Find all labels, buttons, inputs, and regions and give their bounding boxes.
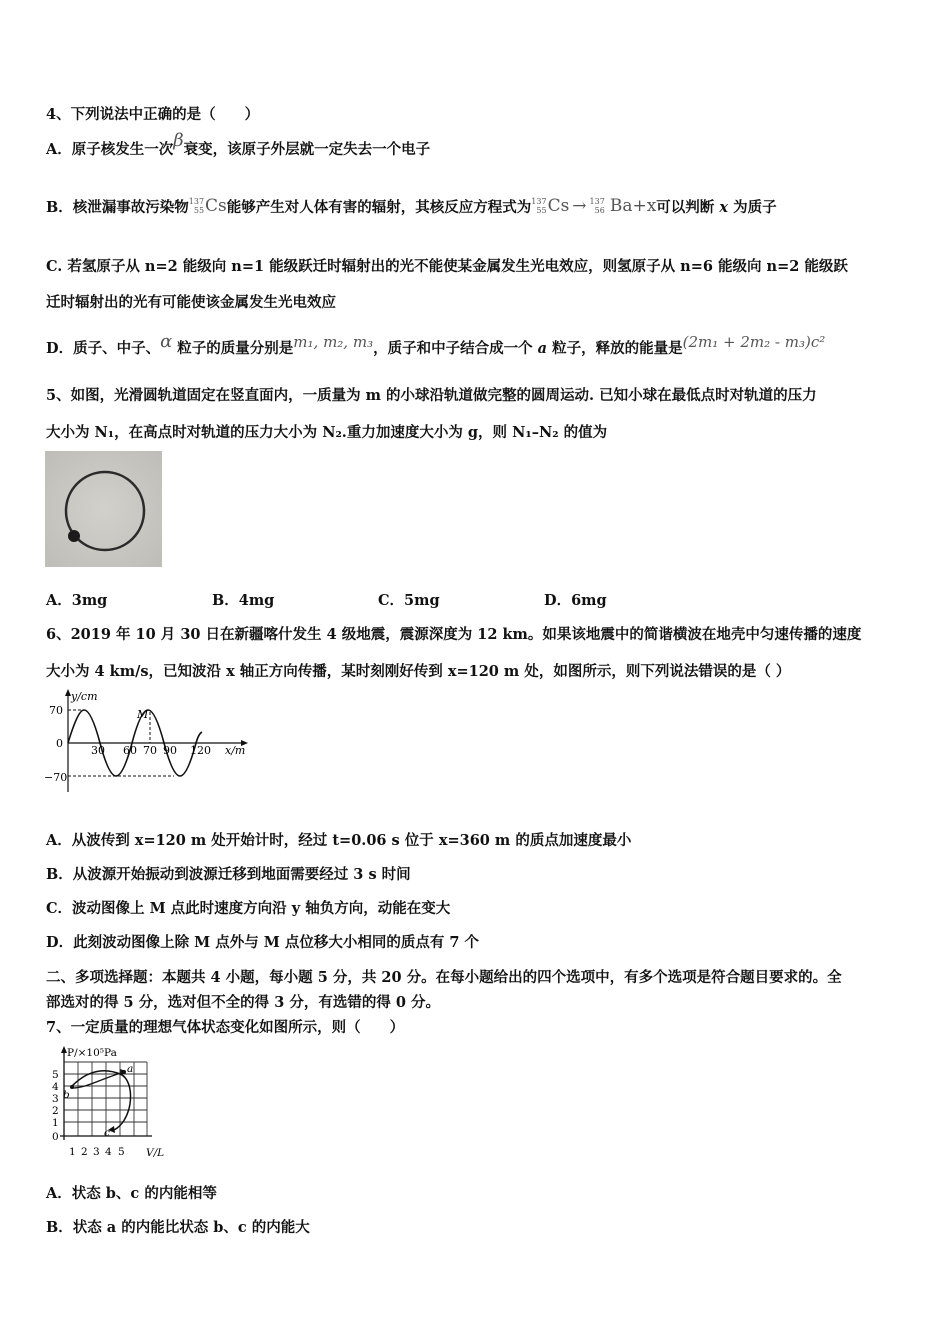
wave-y-top: 70 bbox=[49, 704, 63, 717]
q4-a-post: 衰变，该原子外层就一定失去一个电子 bbox=[183, 141, 431, 158]
pv-ylabel: P/×10⁵Pa bbox=[67, 1047, 117, 1059]
pv-point-c: c bbox=[104, 1127, 110, 1139]
q5-option-b[interactable]: B．4mg bbox=[212, 592, 275, 609]
pv-ytick-4: 4 bbox=[52, 1081, 59, 1093]
q4-b-mid: 能够产生对人体有害的辐射，其核反应方程式为 bbox=[226, 199, 532, 216]
wave-y-zero: 0 bbox=[56, 737, 63, 750]
pv-ytick-0: 0 bbox=[52, 1131, 59, 1143]
wave-xlabel: x/m bbox=[225, 744, 246, 757]
pv-point-a: a bbox=[127, 1063, 134, 1075]
ba-atomic-number: 56 bbox=[594, 206, 605, 215]
pv-xtick-5: 5 bbox=[118, 1146, 125, 1158]
q4-d-mid: 粒子的质量分别是 bbox=[177, 340, 294, 357]
cs-nuclide-reactant bbox=[531, 196, 656, 216]
q7-stem: 7、一定质量的理想气体状态变化如图所示，则（ ） bbox=[46, 1019, 405, 1036]
pv-xtick-2: 2 bbox=[81, 1146, 88, 1158]
q4-d-mid2: ，质子和中子结合成一个 bbox=[373, 340, 533, 357]
q6-option-c[interactable]: C．波动图像上 M 点此时速度方向沿 y 轴负方向，动能在变大 bbox=[46, 900, 451, 917]
cs-atomic-number: 55 bbox=[193, 206, 205, 215]
wave-xtick-120: 120 bbox=[190, 744, 211, 757]
q4-option-d bbox=[46, 331, 826, 358]
q4-b-post-b: 为质子 bbox=[733, 199, 777, 216]
q4-option-a bbox=[46, 130, 431, 159]
circle-track-photo bbox=[45, 451, 162, 567]
wave-xtick-30: 30 bbox=[91, 744, 105, 757]
q7-option-b[interactable]: B．状态 a 的内能比状态 b、c 的内能大 bbox=[46, 1219, 310, 1236]
pv-ytick-2: 2 bbox=[52, 1105, 59, 1117]
ball bbox=[68, 530, 80, 542]
wave-y-bottom: −70 bbox=[44, 771, 68, 784]
cs-symbol-2: Cs bbox=[547, 196, 570, 216]
q6-option-d[interactable]: D．此刻波动图像上除 M 点外与 M 点位移大小相同的质点有 7 个 bbox=[46, 934, 480, 951]
pv-ytick-1: 1 bbox=[52, 1117, 59, 1129]
alpha-symbol: α bbox=[160, 331, 173, 352]
q6-line1: 6、2019 年 10 月 30 日在新疆喀什发生 4 级地震，震源深度为 12 km。如果该地震中的简谐横波在地壳中匀速传播的速度 bbox=[46, 626, 862, 643]
wave-graph bbox=[42, 688, 252, 796]
wave-ylabel: y/cm bbox=[71, 690, 98, 703]
q7-option-a[interactable]: A．状态 b、c 的内能相等 bbox=[46, 1185, 217, 1202]
q6-option-a[interactable]: A．从波传到 x=120 m 处开始计时，经过 t=0.06 s 位于 x=360 m 的质点加速度最小 bbox=[46, 832, 632, 849]
pv-xtick-3: 3 bbox=[93, 1146, 100, 1158]
pv-xtick-4: 4 bbox=[105, 1146, 112, 1158]
reaction-arrow: → bbox=[572, 196, 587, 216]
q4-d-mid3: 粒子，释放的能量是 bbox=[552, 340, 683, 357]
q4-d-a: a bbox=[537, 340, 548, 357]
ba-symbol: Ba+x bbox=[609, 196, 657, 216]
masses-expression: m₁, m₂, m₃ bbox=[293, 333, 374, 351]
pv-xlabel: V/L bbox=[146, 1147, 165, 1159]
pv-ytick-3: 3 bbox=[52, 1093, 59, 1105]
energy-expression: (2m₁ + 2m₂ - m₃)c² bbox=[682, 333, 826, 351]
pv-ytick-5: 5 bbox=[52, 1069, 59, 1081]
cs-mass-number: 137 bbox=[188, 197, 205, 206]
q4-option-b bbox=[46, 196, 777, 224]
q4-option-c-line2: 迁时辐射出的光有可能使该金属发生光电效应 bbox=[46, 294, 336, 311]
wave-point-m: M bbox=[137, 708, 149, 721]
wave-xtick-70: 70 bbox=[143, 744, 157, 757]
q5-options bbox=[46, 589, 710, 610]
q5-option-c[interactable]: C．5mg bbox=[378, 592, 440, 609]
q4-d-pre: D．质子、中子、 bbox=[46, 340, 161, 357]
q4-b-post-a: 可以判断 bbox=[656, 199, 715, 216]
ba-mass-number: 137 bbox=[589, 197, 605, 206]
wave-xtick-60: 60 bbox=[123, 744, 137, 757]
q5-line1: 5、如图，光滑圆轨道固定在竖直面内，一质量为 m 的小球沿轨道做完整的圆周运动. 已知小球在最低点时对轨道的压力 bbox=[46, 387, 817, 404]
cs-nuclide bbox=[189, 196, 227, 216]
cs-symbol: Cs bbox=[205, 196, 227, 216]
cs-mass-number-2: 137 bbox=[531, 197, 547, 206]
q5-option-a[interactable]: A．3mg bbox=[46, 592, 108, 609]
q4-stem: 4、下列说法中正确的是（ ） bbox=[46, 106, 260, 123]
pv-point-b: b bbox=[63, 1089, 70, 1101]
cs-atomic-number-2: 55 bbox=[536, 206, 547, 215]
pv-graph bbox=[42, 1044, 172, 1160]
q4-b-pre: B．核泄漏事故污染物 bbox=[46, 199, 189, 216]
pv-xtick-1: 1 bbox=[69, 1146, 76, 1158]
q6-line2: 大小为 4 km/s，已知波沿 x 轴正方向传播，某时刻刚好传到 x=120 m 处，如图所示，则下列说法错误的是（ ） bbox=[46, 663, 791, 680]
q6-option-b[interactable]: B．从波源开始振动到波源迁移到地面需要经过 3 s 时间 bbox=[46, 866, 411, 883]
beta-symbol: β bbox=[173, 130, 184, 151]
q5-option-d[interactable]: D．6mg bbox=[544, 592, 607, 609]
q4-option-c-line1: C. 若氢原子从 n=2 能级向 n=1 能级跃迁时辐射出的光不能使某金属发生光电效应，则氢原子从 n=6 能级向 n=2 能级跃 bbox=[46, 258, 848, 275]
q4-a-pre: A．原子核发生一次 bbox=[46, 141, 174, 158]
q5-line2: 大小为 N₁，在高点时对轨道的压力大小为 N₂.重力加速度大小为 g，则 N₁–N₂ 的值为 bbox=[46, 424, 608, 441]
section2-line1: 二、多项选择题：本题共 4 小题，每小题 5 分，共 20 分。在每小题给出的四个选项中，有多个选项是符合题目要求的。全 bbox=[46, 969, 842, 986]
wave-xtick-90: 90 bbox=[163, 744, 177, 757]
q4-b-x: x bbox=[719, 199, 729, 216]
section2-line2: 部选对的得 5 分，选对但不全的得 3 分，有选错的得 0 分。 bbox=[46, 994, 441, 1011]
